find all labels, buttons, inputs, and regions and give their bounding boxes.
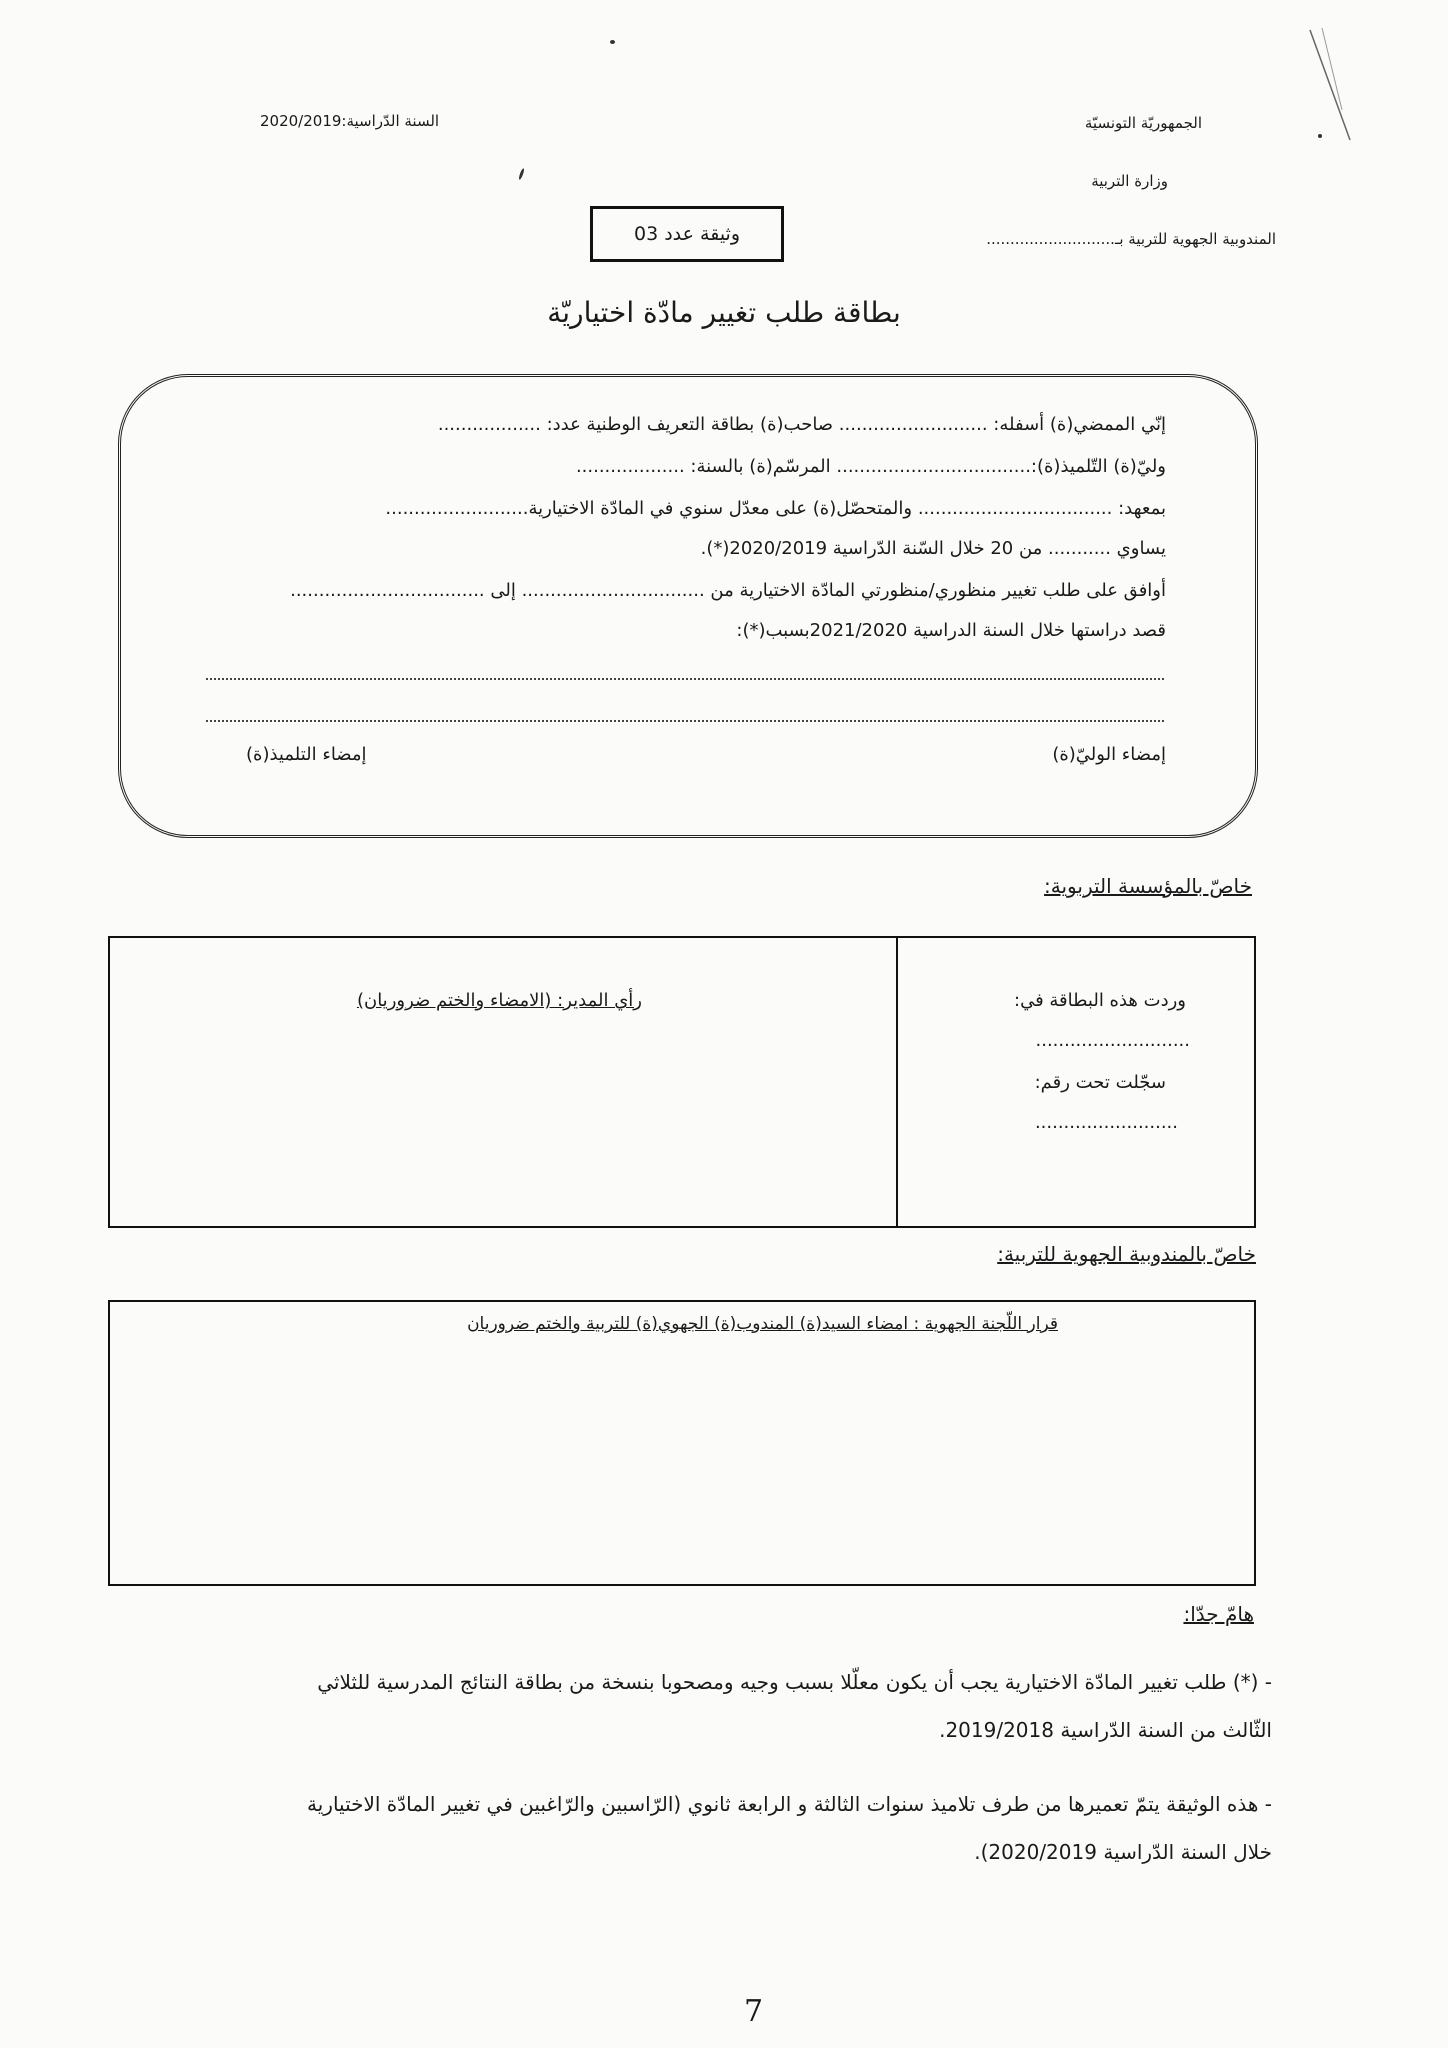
institution-divider [896, 938, 898, 1226]
regional-office-label: المندوبية الجهوية للتربية بـ........................... [986, 230, 1276, 248]
note-1-line-1: - (*) طلب تغيير المادّة الاختيارية يجب أن يكون معلّلا بسبب وجيه ومصحوبا بنسخة من بطاقة النتائج المدرسية للثلاثي [317, 1670, 1272, 1694]
reason-line-1 [206, 678, 1164, 680]
director-opinion-label: رأي المدير: (الامضاء والختم ضروريان) [356, 990, 642, 1011]
institution-heading: خاصّ بالمؤسسة التربوية: [1044, 874, 1252, 898]
scan-speck [518, 168, 525, 180]
document-number: وثيقة عدد 03 [590, 206, 784, 262]
registered-label: سجّلت تحت رقم: [1034, 1072, 1166, 1093]
school-year-label: السنة الدّراسية:2020/2019 [260, 112, 440, 130]
reason-line-2 [206, 720, 1164, 722]
form-line-5: أوافق على طلب تغيير منظوري/منظورتي المادّة الاختيارية من ................................ إلى .................................. [290, 580, 1166, 601]
regional-heading: خاصّ بالمندوبية الجهوية للتربية: [997, 1242, 1256, 1266]
note-1-line-2: الثّالث من السنة الدّراسية 2019/2018. [939, 1718, 1272, 1742]
received-label: وردت هذه البطاقة في: [1014, 990, 1186, 1011]
note-2-line-1: - هذه الوثيقة يتمّ تعميرها من طرف تلاميذ سنوات الثالثة و الرابعة ثانوي (الرّاسبين والرّاغبين في تغيير المادّة الاختيارية [307, 1792, 1272, 1816]
regional-box [108, 1300, 1256, 1586]
parent-signature-label: إمضاء الوليّ(ة) [1052, 744, 1166, 765]
registered-dots: ......................... [1034, 1112, 1178, 1133]
form-line-2: وليّ(ة) التّلميذ(ة):.................................. المرسّم(ة) بالسنة: ................... [575, 456, 1166, 477]
applicant-card [118, 374, 1258, 838]
republic-label: الجمهوريّة التونسيّة [1084, 114, 1202, 132]
form-line-6: قصد دراستها خلال السنة الدراسية 2021/2020بسبب(*): [736, 620, 1166, 641]
ministry-label: وزارة التربية [1091, 172, 1168, 190]
page-number: 7 [744, 1994, 764, 2029]
form-line-4: يساوي ........... من 20 خلال السّنة الدّراسية 2020/2019(*). [700, 538, 1166, 559]
scan-speck [610, 40, 615, 44]
note-2-line-2: خلال السنة الدّراسية 2020/2019). [974, 1840, 1272, 1864]
received-dots: ........................... [1035, 1030, 1190, 1051]
regional-decision-label: قرار اللّجنة الجهوية : امضاء السيد(ة) المندوب(ة) الجهوي(ة) للتربية والختم ضروريان [467, 1314, 1058, 1334]
form-line-1: إنّي الممضي(ة) أسفله: .......................... صاحب(ة) بطاقة التعريف الوطنية عدد: .................. [437, 414, 1166, 435]
page-title: بطاقة طلب تغيير مادّة اختياريّة [547, 296, 901, 329]
notes-heading: هامّ جدّا: [1183, 1602, 1254, 1626]
scan-mark [1300, 20, 1360, 160]
student-signature-label: إمضاء التلميذ(ة) [246, 744, 367, 765]
form-line-3: بمعهد: .................................. والمتحصّل(ة) على معدّل سنوي في المادّة الاختيارية......................... [385, 498, 1166, 519]
